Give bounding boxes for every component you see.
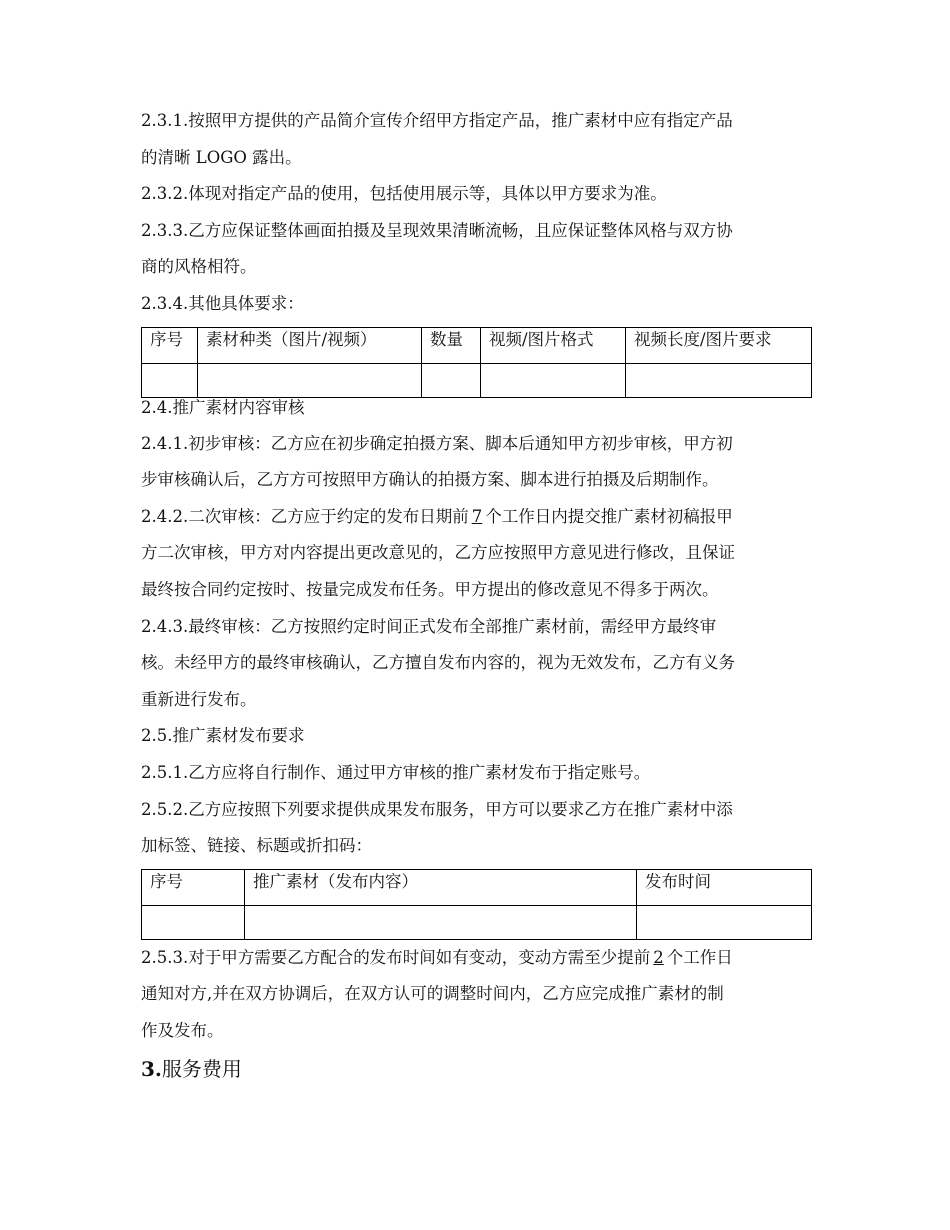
paragraph: 重新进行发布。 <box>141 689 257 709</box>
table-row <box>142 363 812 397</box>
paragraph <box>141 940 811 977</box>
text-segment: 2.4.2.二次审核：乙方应于约定的发布日期前 <box>141 506 469 526</box>
days-value: 2 <box>653 947 664 967</box>
table-cell[interactable] <box>626 363 812 397</box>
publishing-schedule-table <box>141 869 812 940</box>
table-cell[interactable] <box>142 905 245 939</box>
paragraph: 方二次审核，甲方对内容提出更改意见的，乙方应按照甲方意见进行修改，且保证 <box>141 543 735 563</box>
paragraph: 作及发布。 <box>141 1020 224 1040</box>
table-cell[interactable] <box>637 905 812 939</box>
days-value: 7 <box>471 506 483 526</box>
material-requirements-table <box>141 327 812 398</box>
table-header-cell: 视频长度/图片要求 <box>626 327 812 363</box>
section-heading: 2.4.推广素材内容审核 <box>141 397 305 417</box>
paragraph: 商的风格相符。 <box>141 257 257 277</box>
table-header-cell: 数量 <box>422 327 481 363</box>
text-segment: 个工作日内提交推广素材初稿报甲 <box>485 506 733 526</box>
paragraph: 2.3.1.按照甲方提供的产品简介宣传介绍甲方指定产品，推广素材中应有指定产品 <box>141 111 733 130</box>
paragraph: 2.5.2.乙方应按照下列要求提供成果发布服务，甲方可以要求乙方在推广素材中添 <box>141 799 733 819</box>
table-header-cell: 视频/图片格式 <box>481 327 626 363</box>
table-row <box>142 905 812 939</box>
section-heading: 2.5.推广素材发布要求 <box>141 726 305 746</box>
section-3-heading <box>141 1049 811 1089</box>
paragraph: 核。未经甲方的最终审核确认，乙方擅自发布内容的，视为无效发布，乙方有义务 <box>141 653 735 673</box>
paragraph: 最终按合同约定按时、按量完成发布任务。甲方提出的修改意见不得多于两次。 <box>141 579 719 599</box>
section-title: 服务费用 <box>161 1057 242 1082</box>
paragraph: 2.3.4.其他具体要求： <box>141 293 304 313</box>
table-cell[interactable] <box>142 363 198 397</box>
table-cell[interactable] <box>422 363 481 397</box>
paragraph: 加标签、链接、标题或折扣码： <box>141 836 372 856</box>
text-segment: 个工作日 <box>666 947 733 967</box>
table-header-cell: 发布时间 <box>637 869 812 905</box>
table-header-row <box>142 327 812 363</box>
table-header-row <box>142 869 812 905</box>
table-header-cell: 推广素材（发布内容） <box>245 869 637 905</box>
text-segment: 2.5.3.对于甲方需要乙方配合的发布时间如有变动，变动方需至少提前 <box>141 947 651 967</box>
paragraph: 2.4.3.最终审核：乙方按照约定时间正式发布全部推广素材前，需经甲方最终审 <box>141 616 717 636</box>
paragraph <box>141 499 811 536</box>
table-header-cell: 序号 <box>142 869 245 905</box>
table-cell[interactable] <box>245 905 637 939</box>
paragraph: 步审核确认后，乙方方可按照甲方确认的拍摄方案、脚本进行拍摄及后期制作。 <box>141 470 719 490</box>
paragraph: 的清晰 LOGO 露出。 <box>141 147 302 167</box>
paragraph: 2.3.2.体现对指定产品的使用，包括使用展示等，具体以甲方要求为准。 <box>141 184 667 204</box>
table-cell[interactable] <box>481 363 626 397</box>
section-number: 3. <box>141 1057 162 1082</box>
paragraph: 2.5.1.乙方应将自行制作、通过甲方审核的推广素材发布于指定账号。 <box>141 762 651 782</box>
table-header-cell: 素材种类（图片/视频） <box>198 327 422 363</box>
paragraph: 通知对方,并在双方协调后，在双方认可的调整时间内，乙方应完成推广素材的制 <box>141 984 724 1004</box>
table-cell[interactable] <box>198 363 422 397</box>
document-page <box>141 103 811 1089</box>
paragraph: 2.3.3.乙方应保证整体画面拍摄及呈现效果清晰流畅，且应保证整体风格与双方协 <box>141 220 733 240</box>
table-header-cell: 序号 <box>142 327 198 363</box>
paragraph: 2.4.1.初步审核：乙方应在初步确定拍摄方案、脚本后通知甲方初步审核，甲方初 <box>141 433 733 453</box>
